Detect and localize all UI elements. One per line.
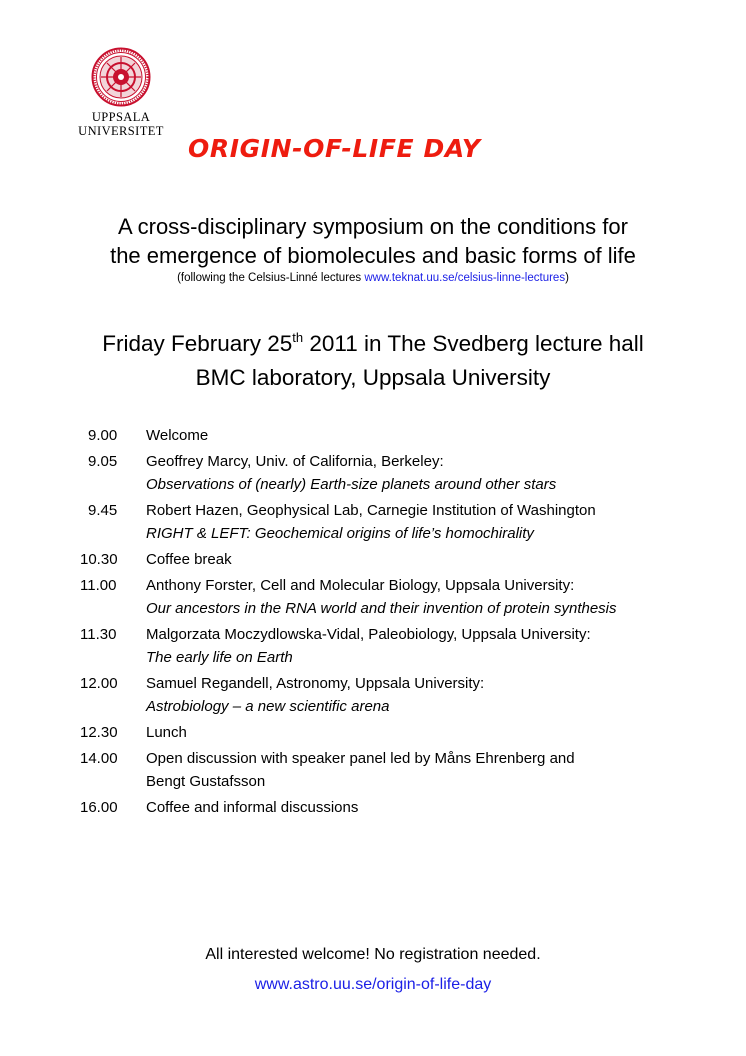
program-item xyxy=(80,574,720,620)
program-speaker-line: Samuel Regandell, Astronomy, Uppsala University: xyxy=(146,675,485,692)
program-description xyxy=(146,424,720,447)
university-name xyxy=(76,110,166,138)
program-time: 11.00 xyxy=(80,577,117,594)
program-speaker-line: Coffee and informal discussions xyxy=(146,799,359,816)
description-line-1: A cross-disciplinary symposium on the conditions for xyxy=(118,214,628,239)
program-time: 12.00 xyxy=(80,675,118,692)
program-description xyxy=(146,747,720,793)
university-logo xyxy=(76,47,166,138)
program-talk-title: Astrobiology – a new scientific arena xyxy=(146,698,390,715)
program-speaker-line: Robert Hazen, Geophysical Lab, Carnegie Institution of Washington xyxy=(146,502,596,519)
date-suffix-sup: th xyxy=(292,330,304,345)
program-description xyxy=(146,499,720,545)
program-time: 9.00 xyxy=(88,427,118,444)
program-item xyxy=(80,747,720,793)
program-item xyxy=(80,424,720,447)
program-item xyxy=(80,796,720,819)
program-time: 14.00 xyxy=(80,750,118,767)
program-speaker-line: Bengt Gustafsson xyxy=(146,773,266,790)
university-line-1: UPPSALA xyxy=(91,110,151,124)
program-description xyxy=(146,721,720,744)
program-speaker-line: Open discussion with speaker panel led by Måns Ehrenberg and xyxy=(146,750,575,767)
celsius-linne-link[interactable]: www.teknat.uu.se/celsius-linne-lectures xyxy=(364,272,566,284)
program-item xyxy=(80,450,720,496)
program-speaker-line: Geoffrey Marcy, Univ. of California, Berkeley: xyxy=(146,453,444,470)
program-time: 11.30 xyxy=(80,626,117,643)
program-item xyxy=(80,548,720,571)
program-speaker-line: Coffee break xyxy=(146,551,232,568)
program-schedule xyxy=(80,424,720,822)
program-item xyxy=(80,672,720,718)
program-item xyxy=(80,499,720,545)
description-line-2: the emergence of biomolecules and basic forms of life xyxy=(110,243,636,268)
program-speaker-line: Welcome xyxy=(146,427,209,444)
program-talk-title: RIGHT & LEFT: Geochemical origins of life’s homochirality xyxy=(146,525,534,542)
program-item xyxy=(80,623,720,669)
program-talk-title: Observations of (nearly) Earth-size planets around other stars xyxy=(146,476,557,493)
lectures-note xyxy=(0,271,746,286)
program-description xyxy=(146,450,720,496)
program-description xyxy=(146,548,720,571)
note-prefix: (following the Celsius-Linné lectures xyxy=(177,272,365,284)
symposium-description xyxy=(0,212,746,286)
university-line-2: UNIVERSITET xyxy=(78,124,164,138)
program-talk-title: The early life on Earth xyxy=(146,649,293,666)
program-speaker-line: Malgorzata Moczydlowska-Vidal, Paleobiology, Uppsala University: xyxy=(146,626,591,643)
event-date xyxy=(0,327,746,361)
program-description xyxy=(146,672,720,718)
date-venue: 2011 in The Svedberg lecture hall xyxy=(303,331,644,356)
program-talk-title: Our ancestors in the RNA world and their invention of protein synthesis xyxy=(146,600,617,617)
program-description xyxy=(146,574,720,620)
closing-section xyxy=(0,940,746,1000)
program-description xyxy=(146,796,720,819)
program-speaker-line: Lunch xyxy=(146,724,187,741)
program-speaker-line: Anthony Forster, Cell and Molecular Biology, Uppsala University: xyxy=(146,577,575,594)
program-time: 16.00 xyxy=(80,799,118,816)
event-date-location xyxy=(0,327,746,395)
event-location: BMC laboratory, Uppsala University xyxy=(195,365,551,390)
page-title: ORIGIN-OF-LIFE DAY xyxy=(188,134,481,163)
welcome-note: All interested welcome! No registration needed. xyxy=(205,946,541,963)
uppsala-seal-icon xyxy=(91,47,151,107)
program-time: 9.05 xyxy=(88,453,118,470)
program-time: 12.30 xyxy=(80,724,118,741)
date-prefix: Friday February 25 xyxy=(102,331,293,356)
event-website-link[interactable]: www.astro.uu.se/origin-of-life-day xyxy=(254,976,492,993)
program-item xyxy=(80,721,720,744)
note-suffix: ) xyxy=(565,272,569,284)
program-time: 9.45 xyxy=(88,502,118,519)
program-description xyxy=(146,623,720,669)
program-time: 10.30 xyxy=(80,551,118,568)
